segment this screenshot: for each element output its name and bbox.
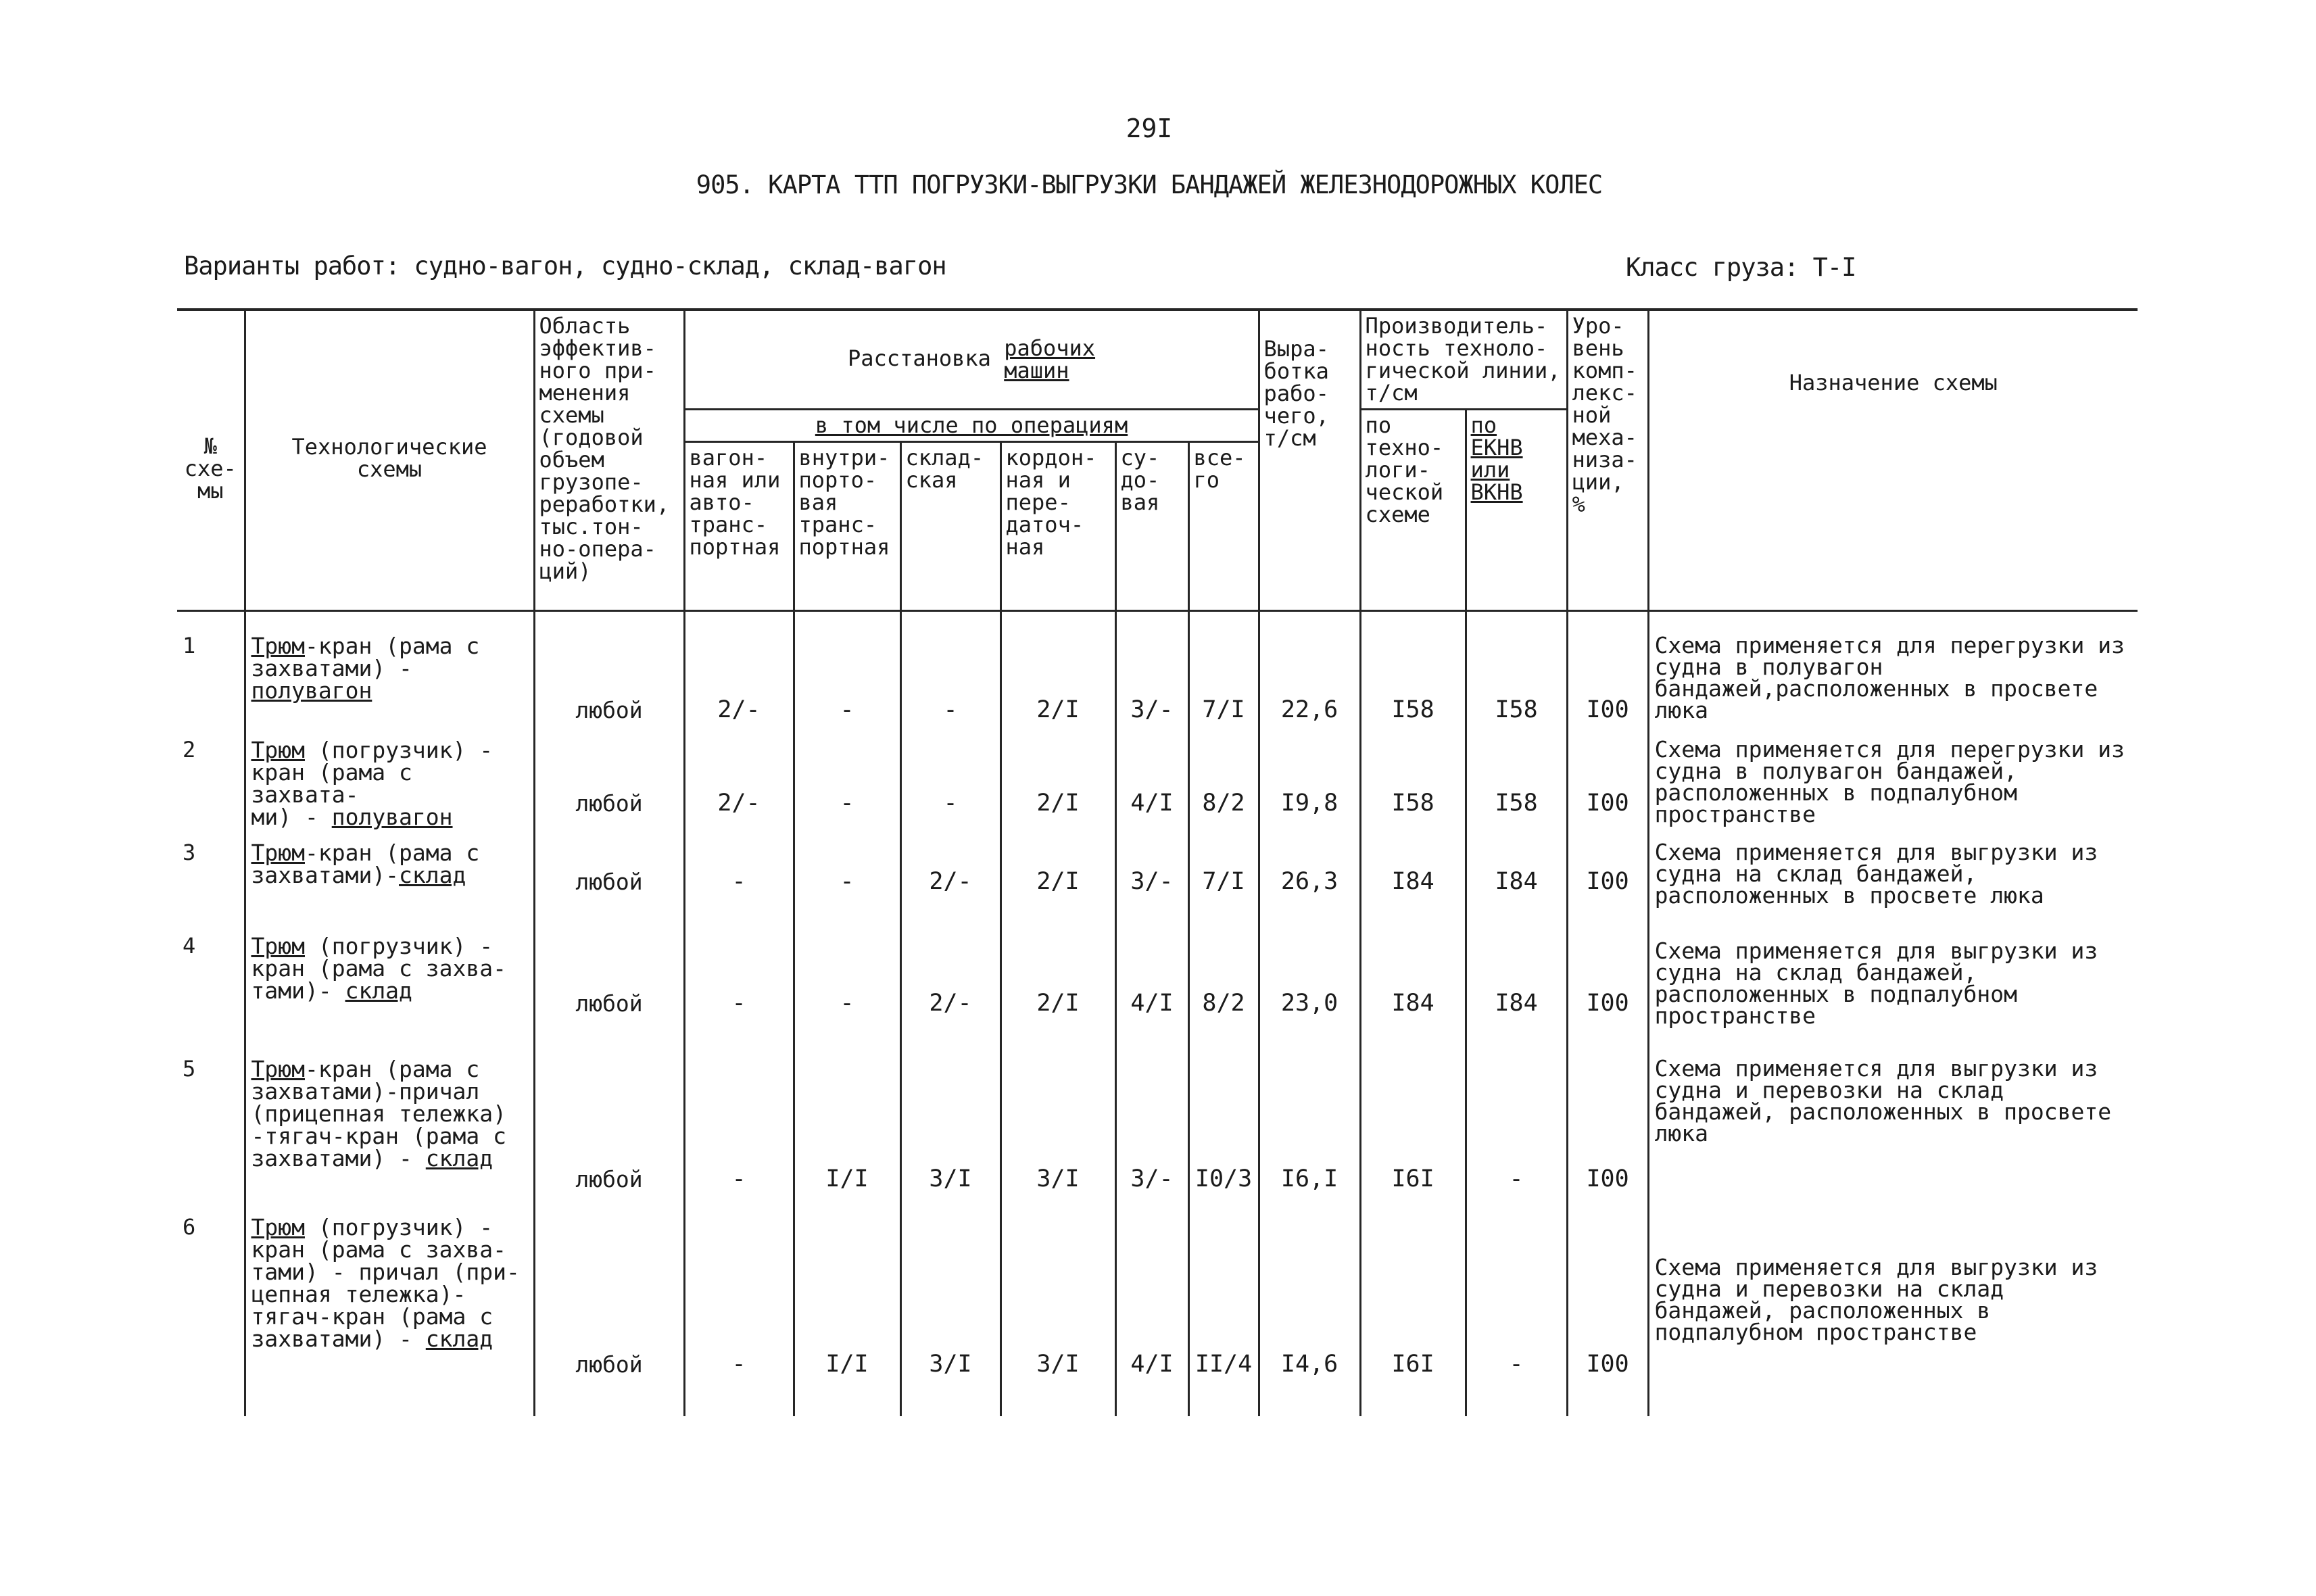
row-mechanization: I00 xyxy=(1567,832,1648,920)
row-by-ekn: - xyxy=(1466,1048,1567,1200)
header-productivity: Производитель- ность техноло- гической линии, т/см xyxy=(1365,313,1561,406)
row-ship: 4/I xyxy=(1115,1200,1188,1416)
row-purpose: Схема применяется для перегрузки из судна в полувагон бандажей,расположенных в просвете люка xyxy=(1648,611,2138,726)
row-total: 8/2 xyxy=(1188,920,1259,1048)
header-placement-prefix: Расстановка xyxy=(848,345,1005,371)
scheme-end: полувагон xyxy=(331,804,453,830)
row-purpose: Схема применяется для выгрузки из судна и перевозки на склад бандажей, расположенных в подпалубном пространстве xyxy=(1648,1200,2138,1416)
row-number: 1 xyxy=(177,611,245,726)
row-purpose: Схема применяется для выгрузки из судна на склад бандажей, расположенных в подпалубном пространстве xyxy=(1648,920,2138,1048)
header-warehouse: склад- ская xyxy=(905,445,984,493)
row-total: I0/3 xyxy=(1188,1048,1259,1200)
work-variants: Варианты работ: судно-вагон, судно-склад, склад-вагон xyxy=(184,251,946,281)
row-purpose: Схема применяется для выгрузки из судна и перевозки на склад бандажей, расположенных в просвете люка xyxy=(1648,1048,2138,1200)
row-number: 6 xyxy=(177,1200,245,1416)
table-row xyxy=(177,725,2138,832)
header-tech-schemes: Технологические схемы xyxy=(291,434,487,482)
scheme-table-container xyxy=(177,308,2138,1416)
scheme-start: Трюм xyxy=(251,933,305,959)
scheme-end: склад xyxy=(399,862,466,888)
header-placement xyxy=(684,310,1259,410)
row-output: 22,6 xyxy=(1259,611,1360,726)
row-by-ekn: I84 xyxy=(1466,920,1567,1048)
row-area: любой xyxy=(534,832,684,920)
row-total: II/4 xyxy=(1188,1200,1259,1416)
table-row xyxy=(177,1048,2138,1200)
row-internal: I/I xyxy=(794,1200,900,1416)
scheme-end: полувагон xyxy=(251,677,372,704)
row-output: 26,3 xyxy=(1259,832,1360,920)
row-warehouse: 2/- xyxy=(900,832,1000,920)
row-internal: - xyxy=(794,725,900,832)
row-by-scheme: I84 xyxy=(1360,920,1466,1048)
scheme-middle: (погрузчик) - кран (рама с захва- тами) - причал (при- цепная тележка)- тягач-кран (рама с захватами) - xyxy=(251,1214,520,1352)
row-total: 7/I xyxy=(1188,611,1259,726)
header-total: все- го xyxy=(1193,445,1246,493)
row-area: любой xyxy=(534,1048,684,1200)
row-cordon: 3/I xyxy=(1000,1200,1115,1416)
row-number: 3 xyxy=(177,832,245,920)
scheme-start: Трюм xyxy=(251,737,305,763)
row-mechanization: I00 xyxy=(1567,725,1648,832)
row-area: любой xyxy=(534,920,684,1048)
row-number: 4 xyxy=(177,920,245,1048)
header-output: Выра- ботка рабо- чего, т/см xyxy=(1263,336,1329,451)
scheme-start: Трюм xyxy=(251,633,305,659)
row-internal: - xyxy=(794,611,900,726)
header-scheme-no: № схе- мы xyxy=(184,433,237,504)
scheme-start: Трюм xyxy=(251,1214,305,1240)
table-row xyxy=(177,920,2138,1048)
row-scheme xyxy=(245,920,534,1048)
header-by-scheme: по техно- логи- ческой схеме xyxy=(1365,412,1444,527)
row-scheme xyxy=(245,1200,534,1416)
scheme-end: склад xyxy=(425,1326,493,1352)
row-mechanization: I00 xyxy=(1567,611,1648,726)
header-internal: внутри- порто- вая транс- портная xyxy=(798,445,890,560)
row-area: любой xyxy=(534,611,684,726)
row-output: 23,0 xyxy=(1259,920,1360,1048)
header-by-operations: в том числе по операциям xyxy=(684,410,1259,442)
scheme-middle: -кран (рама с захватами)- xyxy=(251,840,480,888)
row-wagon: - xyxy=(684,832,794,920)
row-scheme xyxy=(245,1048,534,1200)
row-by-scheme: I58 xyxy=(1360,611,1466,726)
row-by-scheme: I6I xyxy=(1360,1200,1466,1416)
row-wagon: 2/- xyxy=(684,725,794,832)
row-wagon: - xyxy=(684,1200,794,1416)
header-mechanization-level: Уро- вень комп- лекс- ной меха- низа- ции, % xyxy=(1572,313,1637,517)
row-purpose: Схема применяется для перегрузки из судна в полувагон бандажей, расположенных в подпалубном пространстве xyxy=(1648,725,2138,832)
scheme-middle: -кран (рама с захватами) - xyxy=(251,633,480,681)
header-ship: су- до- вая xyxy=(1120,445,1160,515)
row-cordon: 2/I xyxy=(1000,725,1115,832)
scheme-start: Трюм xyxy=(251,840,305,866)
row-ship: 3/- xyxy=(1115,1048,1188,1200)
header-wagon: вагон- ная или авто- транс- портная xyxy=(689,445,781,560)
row-ship: 4/I xyxy=(1115,725,1188,832)
header-placement-machines: рабочих машин xyxy=(1004,335,1096,383)
row-output: I9,8 xyxy=(1259,725,1360,832)
row-ship: 3/- xyxy=(1115,611,1188,726)
row-number: 2 xyxy=(177,725,245,832)
row-ship: 3/- xyxy=(1115,832,1188,920)
row-warehouse: 3/I xyxy=(900,1048,1000,1200)
row-by-ekn: I84 xyxy=(1466,832,1567,920)
row-cordon: 2/I xyxy=(1000,920,1115,1048)
row-by-scheme: I84 xyxy=(1360,832,1466,920)
row-cordon: 3/I xyxy=(1000,1048,1115,1200)
row-internal: - xyxy=(794,920,900,1048)
row-internal: - xyxy=(794,832,900,920)
row-mechanization: I00 xyxy=(1567,1048,1648,1200)
row-by-ekn: - xyxy=(1466,1200,1567,1416)
row-mechanization: I00 xyxy=(1567,920,1648,1048)
scheme-middle: (погрузчик) - кран (рама с захвата- ми) - xyxy=(251,737,493,830)
table-row xyxy=(177,832,2138,920)
row-warehouse: - xyxy=(900,611,1000,726)
row-output: I6,I xyxy=(1259,1048,1360,1200)
row-cordon: 2/I xyxy=(1000,611,1115,726)
row-scheme xyxy=(245,832,534,920)
row-area: любой xyxy=(534,1200,684,1416)
table-row xyxy=(177,611,2138,726)
row-warehouse: 3/I xyxy=(900,1200,1000,1416)
row-purpose: Схема применяется для выгрузки из судна на склад бандажей, расположенных в просвете люка xyxy=(1648,832,2138,920)
page-number: 29I xyxy=(1126,114,1173,143)
table-row xyxy=(177,1200,2138,1416)
scheme-table xyxy=(177,308,2138,1416)
row-warehouse: 2/- xyxy=(900,920,1000,1048)
header-by-ekn: по ЕКНВ или ВКНВ xyxy=(1470,412,1523,505)
header-application-area: Область эффектив- ного при- менения схемы (годовой объем грузопе- реработки, тыс.тон- но-опера- ций) xyxy=(539,313,670,584)
row-internal: I/I xyxy=(794,1048,900,1200)
scheme-end: склад xyxy=(425,1145,493,1171)
scheme-middle: -кран (рама с захватами)-причал (прицепная тележка) -тягач-кран (рама с захватами) - xyxy=(251,1056,506,1171)
row-total: 8/2 xyxy=(1188,725,1259,832)
row-scheme xyxy=(245,611,534,726)
row-wagon: - xyxy=(684,920,794,1048)
row-number: 5 xyxy=(177,1048,245,1200)
row-total: 7/I xyxy=(1188,832,1259,920)
row-area: любой xyxy=(534,725,684,832)
row-wagon: 2/- xyxy=(684,611,794,726)
scheme-middle: (погрузчик) - кран (рама с захва- тами)- xyxy=(251,933,506,1004)
row-by-scheme: I6I xyxy=(1360,1048,1466,1200)
row-ship: 4/I xyxy=(1115,920,1188,1048)
row-warehouse: - xyxy=(900,725,1000,832)
cargo-class: Класс груза: Т-I xyxy=(1626,253,1856,282)
page-title: 905. КАРТА ТТП ПОГРУЗКИ-ВЫГРУЗКИ БАНДАЖЕЙ ЖЕЛЕЗНОДОРОЖНЫХ КОЛЕС xyxy=(696,170,1603,199)
row-by-ekn: I58 xyxy=(1466,725,1567,832)
row-mechanization: I00 xyxy=(1567,1200,1648,1416)
header-cordon: кордон- ная и пере- даточ- ная xyxy=(1005,445,1097,560)
row-output: I4,6 xyxy=(1259,1200,1360,1416)
row-by-ekn: I58 xyxy=(1466,611,1567,726)
header-purpose: Назначение схемы xyxy=(1789,370,1998,395)
scheme-end: склад xyxy=(345,977,412,1004)
scheme-start: Трюм xyxy=(251,1056,305,1082)
row-cordon: 2/I xyxy=(1000,832,1115,920)
row-scheme xyxy=(245,725,534,832)
row-wagon: - xyxy=(684,1048,794,1200)
row-by-scheme: I58 xyxy=(1360,725,1466,832)
